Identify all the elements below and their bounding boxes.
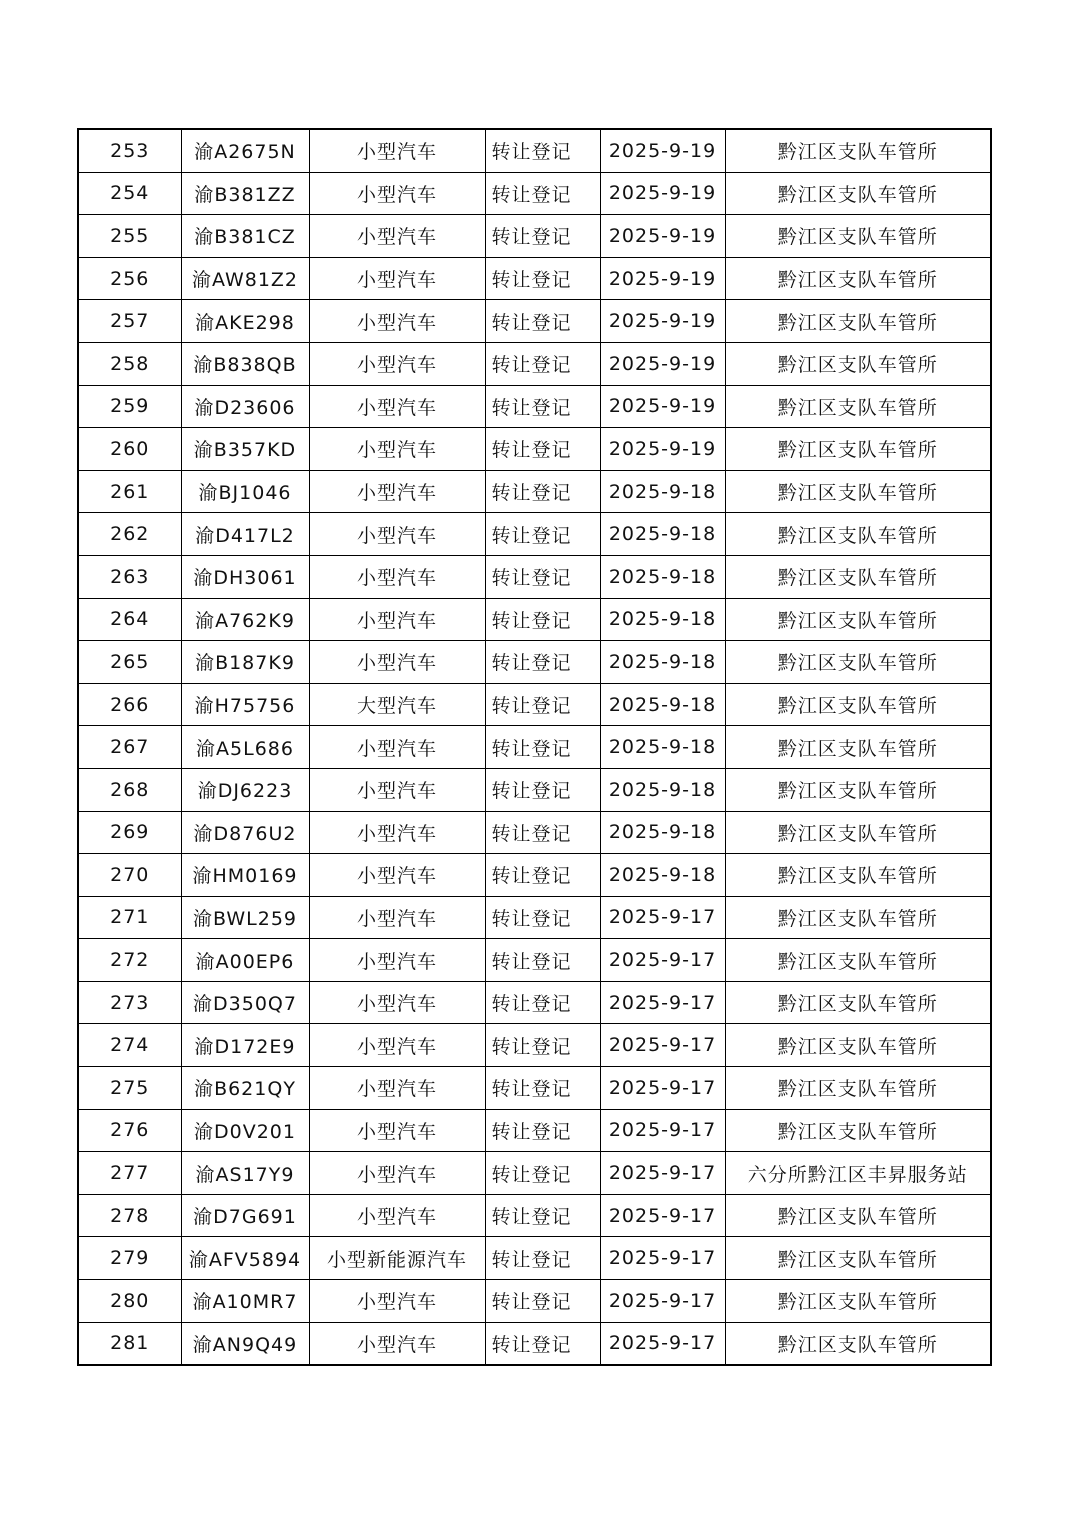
row-number-cell: 275 (78, 1067, 181, 1110)
vehicle-type-cell: 小型汽车 (309, 513, 485, 556)
table-row (78, 470, 991, 513)
plate-number-cell: 渝H75756 (181, 683, 309, 726)
vehicle-type-cell: 小型汽车 (309, 1067, 485, 1110)
office-cell: 黔江区支队车管所 (725, 811, 991, 854)
table-row (78, 300, 991, 343)
office-cell: 黔江区支队车管所 (725, 129, 991, 172)
table-row (78, 215, 991, 258)
vehicle-type-cell: 小型汽车 (309, 726, 485, 769)
vehicle-type-cell: 小型汽车 (309, 854, 485, 897)
vehicle-type-cell: 小型汽车 (309, 1194, 485, 1237)
date-cell: 2025-9-18 (600, 641, 725, 684)
date-cell: 2025-9-19 (600, 428, 725, 471)
table-row (78, 1237, 991, 1280)
office-cell: 黔江区支队车管所 (725, 726, 991, 769)
business-type-cell: 转让登记 (485, 811, 600, 854)
business-type-cell: 转让登记 (485, 854, 600, 897)
row-number-cell: 254 (78, 172, 181, 215)
date-cell: 2025-9-19 (600, 342, 725, 385)
vehicle-type-cell: 小型汽车 (309, 1109, 485, 1152)
table-body (78, 129, 991, 1365)
business-type-cell: 转让登记 (485, 1280, 600, 1323)
date-cell: 2025-9-18 (600, 811, 725, 854)
row-number-cell: 257 (78, 300, 181, 343)
plate-number-cell: 渝A5L686 (181, 726, 309, 769)
plate-number-cell: 渝HM0169 (181, 854, 309, 897)
business-type-cell: 转让登记 (485, 1194, 600, 1237)
office-cell: 黔江区支队车管所 (725, 257, 991, 300)
table-row (78, 1194, 991, 1237)
row-number-cell: 272 (78, 939, 181, 982)
row-number-cell: 265 (78, 641, 181, 684)
office-cell: 黔江区支队车管所 (725, 939, 991, 982)
plate-number-cell: 渝D350Q7 (181, 981, 309, 1024)
row-number-cell: 262 (78, 513, 181, 556)
office-cell: 黔江区支队车管所 (725, 641, 991, 684)
vehicle-type-cell: 小型汽车 (309, 129, 485, 172)
date-cell: 2025-9-18 (600, 726, 725, 769)
table-row (78, 1322, 991, 1365)
row-number-cell: 267 (78, 726, 181, 769)
plate-number-cell: 渝D417L2 (181, 513, 309, 556)
office-cell: 黔江区支队车管所 (725, 1067, 991, 1110)
plate-number-cell: 渝B187K9 (181, 641, 309, 684)
business-type-cell: 转让登记 (485, 896, 600, 939)
row-number-cell: 253 (78, 129, 181, 172)
date-cell: 2025-9-19 (600, 257, 725, 300)
row-number-cell: 264 (78, 598, 181, 641)
row-number-cell: 269 (78, 811, 181, 854)
office-cell: 黔江区支队车管所 (725, 1237, 991, 1280)
row-number-cell: 281 (78, 1322, 181, 1365)
table-row (78, 854, 991, 897)
vehicle-registration-table (77, 128, 992, 1366)
office-cell: 黔江区支队车管所 (725, 385, 991, 428)
row-number-cell: 273 (78, 981, 181, 1024)
office-cell: 黔江区支队车管所 (725, 981, 991, 1024)
table-row (78, 257, 991, 300)
plate-number-cell: 渝D0V201 (181, 1109, 309, 1152)
vehicle-type-cell: 小型汽车 (309, 641, 485, 684)
business-type-cell: 转让登记 (485, 726, 600, 769)
office-cell: 黔江区支队车管所 (725, 854, 991, 897)
date-cell: 2025-9-19 (600, 129, 725, 172)
vehicle-type-cell: 小型汽车 (309, 1152, 485, 1195)
business-type-cell: 转让登记 (485, 598, 600, 641)
business-type-cell: 转让登记 (485, 342, 600, 385)
business-type-cell: 转让登记 (485, 768, 600, 811)
row-number-cell: 277 (78, 1152, 181, 1195)
business-type-cell: 转让登记 (485, 1067, 600, 1110)
vehicle-type-cell: 小型汽车 (309, 598, 485, 641)
office-cell: 黔江区支队车管所 (725, 428, 991, 471)
office-cell: 黔江区支队车管所 (725, 1024, 991, 1067)
vehicle-type-cell: 小型汽车 (309, 300, 485, 343)
date-cell: 2025-9-19 (600, 172, 725, 215)
date-cell: 2025-9-17 (600, 939, 725, 982)
table-row (78, 641, 991, 684)
date-cell: 2025-9-18 (600, 470, 725, 513)
business-type-cell: 转让登记 (485, 555, 600, 598)
business-type-cell: 转让登记 (485, 683, 600, 726)
business-type-cell: 转让登记 (485, 385, 600, 428)
date-cell: 2025-9-17 (600, 1322, 725, 1365)
row-number-cell: 260 (78, 428, 181, 471)
plate-number-cell: 渝A10MR7 (181, 1280, 309, 1323)
date-cell: 2025-9-17 (600, 1280, 725, 1323)
table-row (78, 513, 991, 556)
office-cell: 黔江区支队车管所 (725, 683, 991, 726)
table-row (78, 1024, 991, 1067)
office-cell: 黔江区支队车管所 (725, 342, 991, 385)
row-number-cell: 259 (78, 385, 181, 428)
date-cell: 2025-9-18 (600, 513, 725, 556)
plate-number-cell: 渝AS17Y9 (181, 1152, 309, 1195)
plate-number-cell: 渝AKE298 (181, 300, 309, 343)
business-type-cell: 转让登记 (485, 641, 600, 684)
business-type-cell: 转让登记 (485, 257, 600, 300)
business-type-cell: 转让登记 (485, 939, 600, 982)
row-number-cell: 270 (78, 854, 181, 897)
office-cell: 黔江区支队车管所 (725, 470, 991, 513)
table-row (78, 385, 991, 428)
row-number-cell: 263 (78, 555, 181, 598)
date-cell: 2025-9-17 (600, 896, 725, 939)
table-row (78, 1067, 991, 1110)
plate-number-cell: 渝A2675N (181, 129, 309, 172)
vehicle-type-cell: 小型新能源汽车 (309, 1237, 485, 1280)
table-row (78, 981, 991, 1024)
plate-number-cell: 渝AFV5894 (181, 1237, 309, 1280)
row-number-cell: 278 (78, 1194, 181, 1237)
plate-number-cell: 渝AN9Q49 (181, 1322, 309, 1365)
plate-number-cell: 渝AW81Z2 (181, 257, 309, 300)
vehicle-type-cell: 小型汽车 (309, 215, 485, 258)
vehicle-type-cell: 小型汽车 (309, 896, 485, 939)
vehicle-type-cell: 小型汽车 (309, 811, 485, 854)
table-row (78, 683, 991, 726)
row-number-cell: 268 (78, 768, 181, 811)
table-row (78, 896, 991, 939)
date-cell: 2025-9-17 (600, 1237, 725, 1280)
plate-number-cell: 渝B838QB (181, 342, 309, 385)
row-number-cell: 255 (78, 215, 181, 258)
vehicle-type-cell: 小型汽车 (309, 257, 485, 300)
business-type-cell: 转让登记 (485, 513, 600, 556)
vehicle-type-cell: 小型汽车 (309, 1322, 485, 1365)
table-row (78, 939, 991, 982)
business-type-cell: 转让登记 (485, 981, 600, 1024)
plate-number-cell: 渝B621QY (181, 1067, 309, 1110)
office-cell: 黔江区支队车管所 (725, 1322, 991, 1365)
vehicle-type-cell: 小型汽车 (309, 768, 485, 811)
plate-number-cell: 渝BWL259 (181, 896, 309, 939)
date-cell: 2025-9-18 (600, 683, 725, 726)
row-number-cell: 266 (78, 683, 181, 726)
office-cell: 黔江区支队车管所 (725, 1109, 991, 1152)
table-row (78, 768, 991, 811)
office-cell: 黔江区支队车管所 (725, 598, 991, 641)
office-cell: 黔江区支队车管所 (725, 1194, 991, 1237)
date-cell: 2025-9-17 (600, 1152, 725, 1195)
table-row (78, 598, 991, 641)
table-row (78, 555, 991, 598)
office-cell: 黔江区支队车管所 (725, 555, 991, 598)
date-cell: 2025-9-18 (600, 768, 725, 811)
business-type-cell: 转让登记 (485, 215, 600, 258)
table-row (78, 428, 991, 471)
plate-number-cell: 渝A762K9 (181, 598, 309, 641)
vehicle-type-cell: 小型汽车 (309, 428, 485, 471)
vehicle-type-cell: 小型汽车 (309, 385, 485, 428)
office-cell: 六分所黔江区丰昇服务站 (725, 1152, 991, 1195)
business-type-cell: 转让登记 (485, 1152, 600, 1195)
plate-number-cell: 渝D23606 (181, 385, 309, 428)
vehicle-type-cell: 小型汽车 (309, 1024, 485, 1067)
business-type-cell: 转让登记 (485, 470, 600, 513)
table-row (78, 1152, 991, 1195)
office-cell: 黔江区支队车管所 (725, 513, 991, 556)
table-row (78, 1280, 991, 1323)
date-cell: 2025-9-19 (600, 300, 725, 343)
plate-number-cell: 渝A00EP6 (181, 939, 309, 982)
plate-number-cell: 渝D876U2 (181, 811, 309, 854)
row-number-cell: 274 (78, 1024, 181, 1067)
table-row (78, 129, 991, 172)
vehicle-type-cell: 小型汽车 (309, 470, 485, 513)
plate-number-cell: 渝BJ1046 (181, 470, 309, 513)
row-number-cell: 276 (78, 1109, 181, 1152)
date-cell: 2025-9-18 (600, 598, 725, 641)
date-cell: 2025-9-17 (600, 981, 725, 1024)
vehicle-type-cell: 小型汽车 (309, 939, 485, 982)
row-number-cell: 256 (78, 257, 181, 300)
date-cell: 2025-9-19 (600, 385, 725, 428)
row-number-cell: 271 (78, 896, 181, 939)
plate-number-cell: 渝DH3061 (181, 555, 309, 598)
business-type-cell: 转让登记 (485, 300, 600, 343)
table-row (78, 726, 991, 769)
office-cell: 黔江区支队车管所 (725, 1280, 991, 1323)
date-cell: 2025-9-17 (600, 1024, 725, 1067)
plate-number-cell: 渝DJ6223 (181, 768, 309, 811)
vehicle-type-cell: 小型汽车 (309, 342, 485, 385)
business-type-cell: 转让登记 (485, 428, 600, 471)
office-cell: 黔江区支队车管所 (725, 172, 991, 215)
table-row (78, 1109, 991, 1152)
office-cell: 黔江区支队车管所 (725, 300, 991, 343)
table-row (78, 342, 991, 385)
row-number-cell: 261 (78, 470, 181, 513)
plate-number-cell: 渝B381CZ (181, 215, 309, 258)
date-cell: 2025-9-18 (600, 555, 725, 598)
business-type-cell: 转让登记 (485, 1024, 600, 1067)
date-cell: 2025-9-17 (600, 1194, 725, 1237)
row-number-cell: 279 (78, 1237, 181, 1280)
date-cell: 2025-9-18 (600, 854, 725, 897)
vehicle-type-cell: 小型汽车 (309, 555, 485, 598)
business-type-cell: 转让登记 (485, 1322, 600, 1365)
business-type-cell: 转让登记 (485, 1109, 600, 1152)
table-row (78, 811, 991, 854)
business-type-cell: 转让登记 (485, 172, 600, 215)
plate-number-cell: 渝D7G691 (181, 1194, 309, 1237)
office-cell: 黔江区支队车管所 (725, 896, 991, 939)
plate-number-cell: 渝B357KD (181, 428, 309, 471)
row-number-cell: 258 (78, 342, 181, 385)
vehicle-type-cell: 小型汽车 (309, 1280, 485, 1323)
business-type-cell: 转让登记 (485, 1237, 600, 1280)
date-cell: 2025-9-17 (600, 1109, 725, 1152)
business-type-cell: 转让登记 (485, 129, 600, 172)
office-cell: 黔江区支队车管所 (725, 215, 991, 258)
row-number-cell: 280 (78, 1280, 181, 1323)
office-cell: 黔江区支队车管所 (725, 768, 991, 811)
plate-number-cell: 渝D172E9 (181, 1024, 309, 1067)
vehicle-type-cell: 大型汽车 (309, 683, 485, 726)
date-cell: 2025-9-19 (600, 215, 725, 258)
date-cell: 2025-9-17 (600, 1067, 725, 1110)
table-row (78, 172, 991, 215)
plate-number-cell: 渝B381ZZ (181, 172, 309, 215)
vehicle-type-cell: 小型汽车 (309, 981, 485, 1024)
vehicle-type-cell: 小型汽车 (309, 172, 485, 215)
